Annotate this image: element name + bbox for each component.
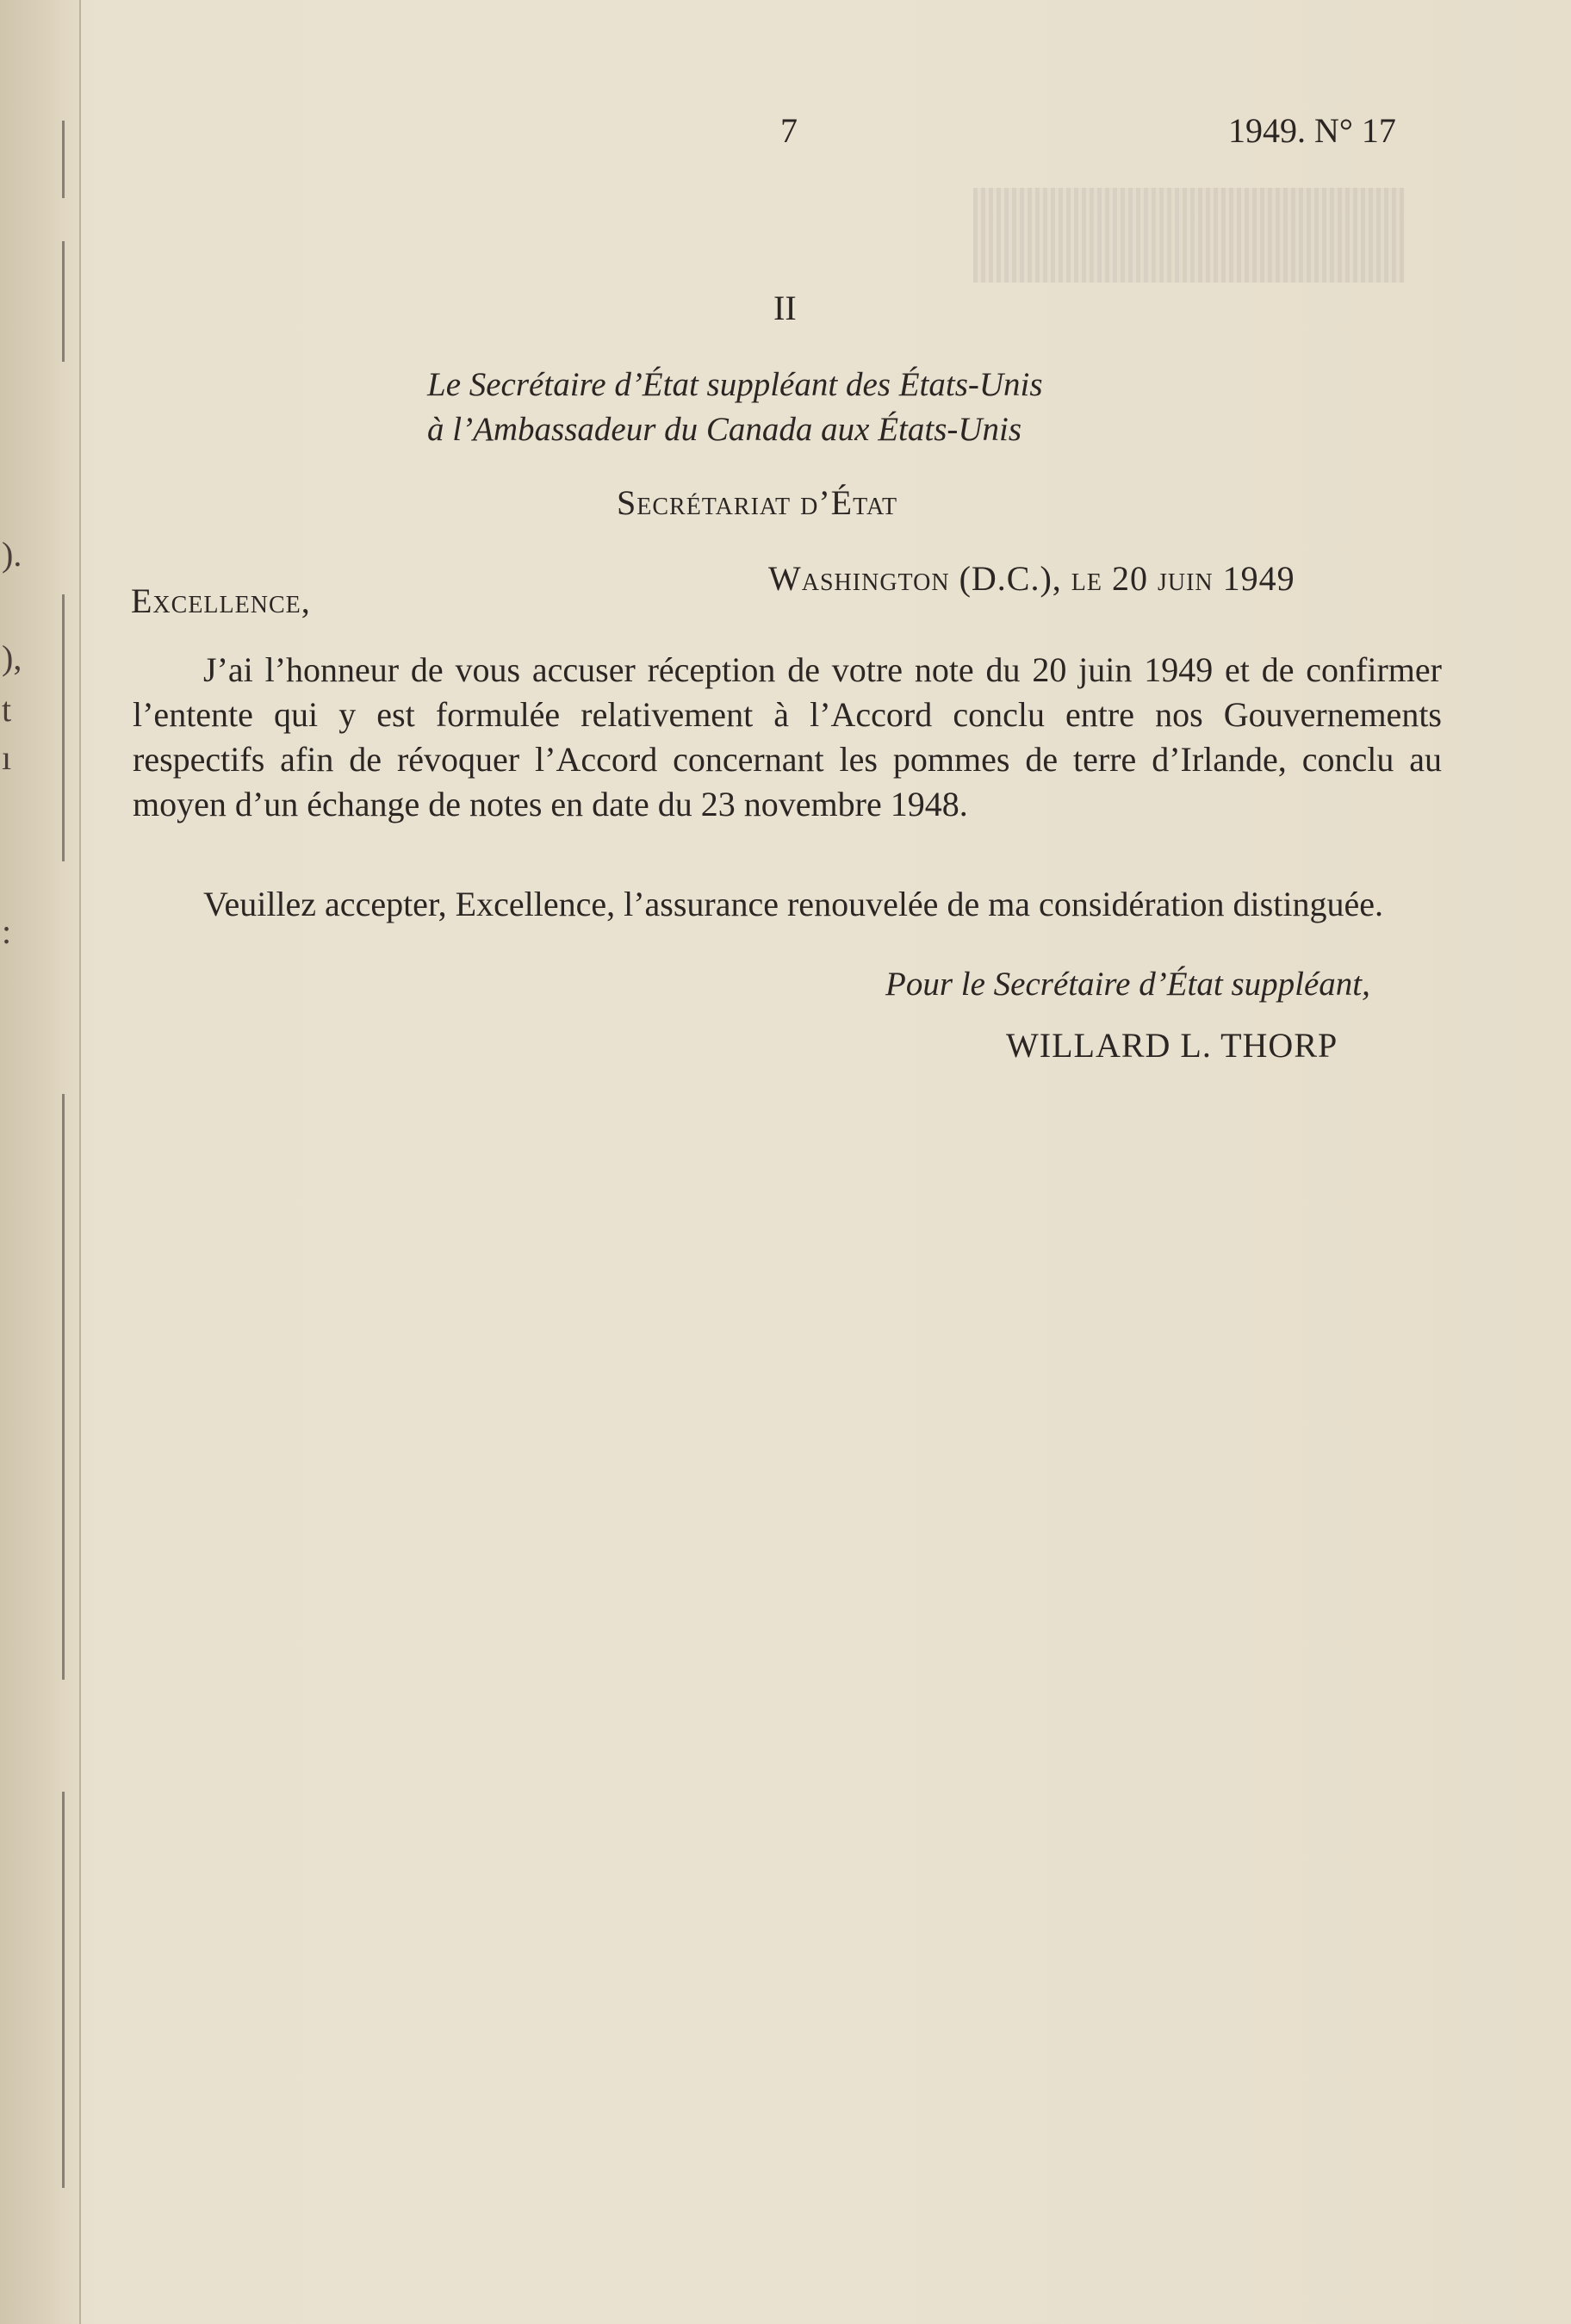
margin-fragment: t [2, 690, 12, 729]
binding-rule [62, 1094, 65, 1680]
margin-fragment: ), [2, 638, 22, 677]
body-paragraph: Veuillez accepter, Excellence, l’assurance renouvelée de ma considération distinguée. [203, 885, 1383, 923]
page-number: 7 [780, 111, 798, 150]
margin-fragment: ). [2, 535, 22, 574]
binding-rule [62, 121, 65, 198]
signature: WILLARD L. THORP [1006, 1026, 1338, 1065]
body-paragraph: J’ai l’honneur de vous accuser réception de votre note du 20 juin 1949 et de confirmer l’entente qui y est formulée relativement à l’Accord conclu entre nos Gouvernements respectifs afin de révoquer l’Accord concernant les pommes de terre d’Irlande, conclu au moyen d’un échange de notes en date du 23 novembre 1948. [133, 650, 1442, 823]
binding-rule [62, 241, 65, 362]
office-heading: Secrétariat d’État [617, 483, 898, 522]
section-number: II [773, 289, 797, 327]
binding-rule [62, 594, 65, 861]
sender-line: Le Secrétaire d’État suppléant des États-Unis [427, 366, 1043, 403]
adjacent-page-edge [0, 0, 81, 2324]
salutation: Excellence, [131, 581, 311, 620]
closing-line: Pour le Secrétaire d’État suppléant, [885, 966, 1370, 1003]
document-reference: 1949. N° 17 [1228, 111, 1396, 150]
recipient-line: à l’Ambassadeur du Canada aux États-Unis [427, 411, 1022, 448]
margin-fragment: : [2, 912, 12, 951]
dateline: Washington (D.C.), le 20 juin 1949 [768, 559, 1295, 598]
binding-rule [62, 1792, 65, 2188]
margin-fragment: ı [2, 738, 12, 777]
library-stamp-mark [973, 188, 1404, 283]
